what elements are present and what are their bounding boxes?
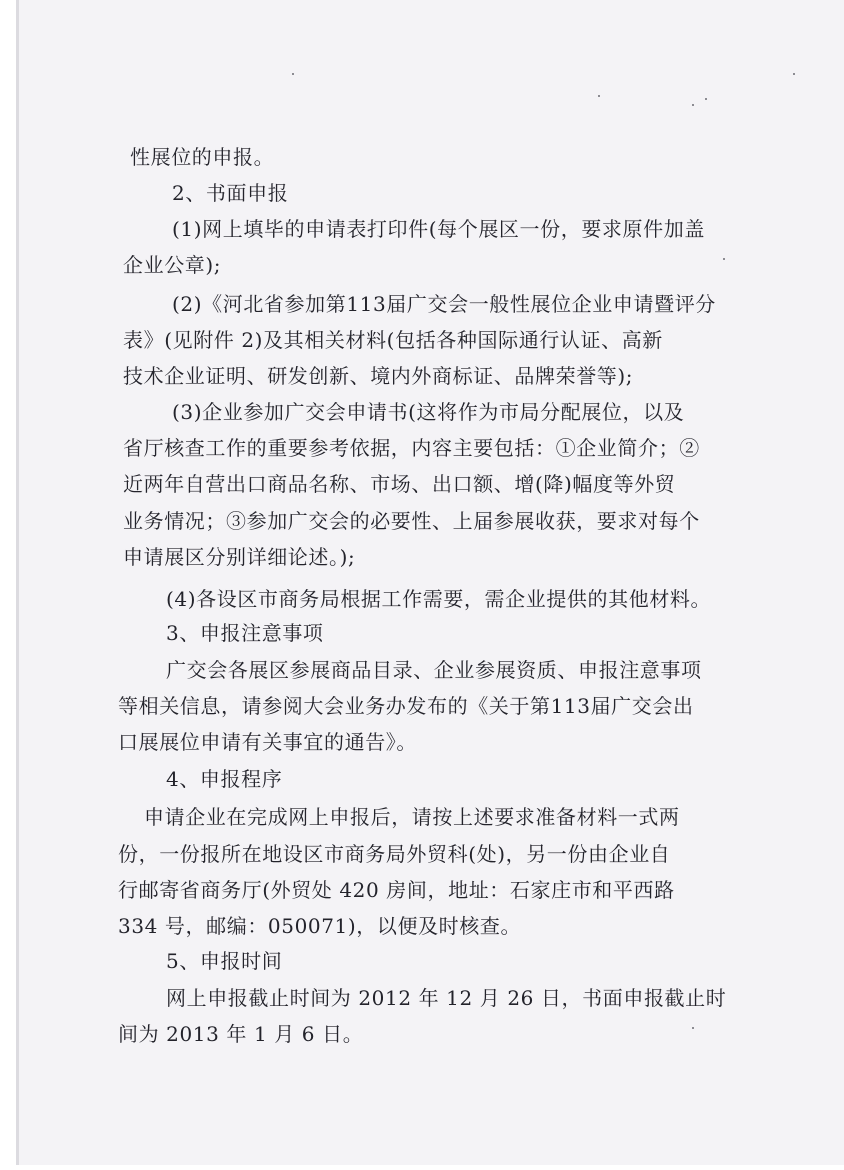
body-line: 行邮寄省商务厅(外贸处 420 房间，地址：石家庄市和平西路 [118,878,675,902]
body-line: (2)《河北省参加第113届广交会一般性展位企业申请暨评分 [172,292,716,316]
body-line: 省厅核查工作的重要参考依据，内容主要包括：①企业简介；② [123,436,700,460]
body-line: 表》(见附件 2)及其相关材料(包括各种国际通行认证、高新 [123,328,663,352]
section-heading: 5、申报时间 [166,949,283,973]
scan-speck [598,95,600,97]
body-line: 等相关信息，请参阅大会业务办发布的《关于第113届广交会出 [118,694,694,718]
body-line: 网上申报截止时间为 2012 年 12 月 26 日，书面申报截止时 [166,986,727,1010]
section-heading: 2、书面申报 [172,181,289,205]
scan-speck [793,73,795,75]
body-line: 性展位的申报。 [130,145,275,169]
scan-speck [692,104,694,106]
body-line: 申请展区分别详细论述。); [123,545,356,569]
section-heading: 3、申报注意事项 [166,621,324,645]
section-heading: 4、申报程序 [166,767,283,791]
body-line: (1)网上填毕的申请表打印件(每个展区一份，要求原件加盖 [172,217,705,241]
body-line: 近两年自营出口商品名称、市场、出口额、增(降)幅度等外贸 [123,472,676,496]
body-line: 企业公章); [123,253,222,277]
scan-speck [705,98,707,100]
body-line: (4)各设区市商务局根据工作需要，需企业提供的其他材料。 [166,587,712,611]
body-line: (3)企业参加广交会申请书(这将作为市局分配展位，以及 [172,400,685,424]
body-line: 广交会各展区参展商品目录、企业参展资质、申报注意事项 [166,658,702,682]
scan-speck [723,258,725,260]
body-line: 申请企业在完成网上申报后，请按上述要求准备材料一式两 [144,805,680,829]
body-line: 间为 2013 年 1 月 6 日。 [118,1022,364,1046]
body-line: 份，一份报所在地设区市商务局外贸科(处)，另一份由企业自 [118,842,671,866]
body-line: 业务情况；③参加广交会的必要性、上届参展收获，要求对每个 [123,509,700,533]
scan-speck [292,73,294,75]
body-line: 技术企业证明、研发创新、境内外商标证、品牌荣誉等); [123,364,634,388]
scan-edge [16,0,19,1165]
body-line: 口展展位申请有关事宜的通告》。 [118,730,417,754]
scan-speck [692,1027,694,1029]
scanned-page [16,0,844,1165]
body-line: 334 号，邮编：050071)，以便及时核查。 [118,914,522,938]
